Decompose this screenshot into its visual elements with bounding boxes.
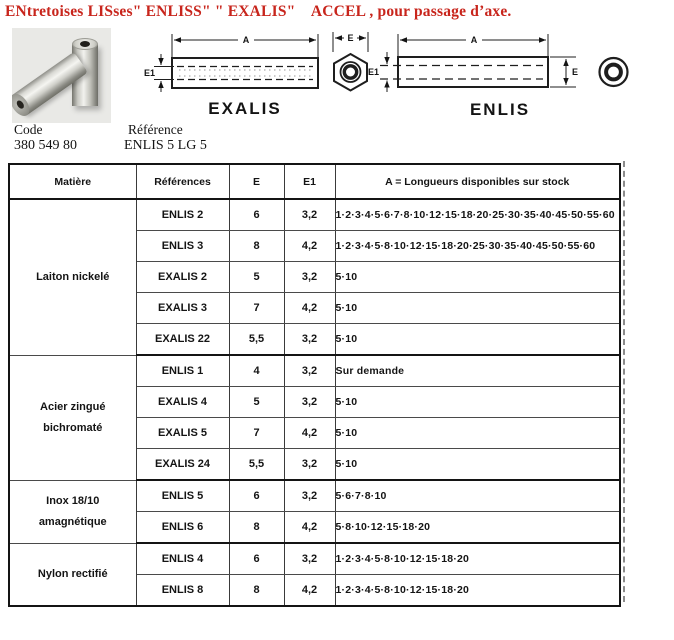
drawing-exalis <box>144 34 318 118</box>
drawing-enlis <box>368 34 628 119</box>
cell-reference: EXALIS 22 <box>136 324 229 356</box>
cell-lengths: 5·10 <box>335 262 620 293</box>
spacer-spec-table <box>8 163 621 607</box>
cell-e: 8 <box>229 575 284 607</box>
cell-e: 5 <box>229 262 284 293</box>
header-a: A = Longueurs disponibles sur stock <box>335 164 620 199</box>
cell-reference: EXALIS 4 <box>136 387 229 418</box>
cell-e: 6 <box>229 480 284 512</box>
cell-lengths: 5·10 <box>335 324 620 356</box>
cell-lengths: 5·10 <box>335 449 620 481</box>
cell-e: 4 <box>229 355 284 387</box>
cell-e: 8 <box>229 512 284 544</box>
cell-reference: ENLIS 8 <box>136 575 229 607</box>
cell-lengths: 5·10 <box>335 418 620 449</box>
cell-e: 5,5 <box>229 449 284 481</box>
cell-e1: 3,2 <box>284 355 335 387</box>
enlis-drawing-label: ENLIS <box>469 100 531 119</box>
table-row <box>9 480 620 512</box>
cell-e1: 4,2 <box>284 293 335 324</box>
product-photo <box>12 28 111 123</box>
cell-lengths: 5·10 <box>335 293 620 324</box>
cell-reference: EXALIS 24 <box>136 449 229 481</box>
cell-reference: ENLIS 1 <box>136 355 229 387</box>
cell-e: 8 <box>229 231 284 262</box>
cell-reference: ENLIS 6 <box>136 512 229 544</box>
hexagon-outline <box>334 54 367 91</box>
page-title: ENtretoises LISses" ENLISS" " EXALIS" ACCEL , pour passage d’axe. <box>5 3 512 20</box>
dimension-label-a: A <box>470 35 478 45</box>
cell-reference: ENLIS 4 <box>136 543 229 575</box>
drawing-exalis-end-view <box>333 32 368 91</box>
cell-reference: ENLIS 3 <box>136 231 229 262</box>
cell-e: 7 <box>229 293 284 324</box>
cell-e: 6 <box>229 199 284 231</box>
header-references: Références <box>136 164 229 199</box>
cell-e1: 3,2 <box>284 449 335 481</box>
material-label: amagnétique <box>38 516 107 528</box>
exalis-drawing-label: EXALIS <box>208 99 282 118</box>
material-label: Nylon rectifié <box>37 568 108 581</box>
table-row <box>9 543 620 575</box>
table-row <box>9 355 620 387</box>
material-label: Laiton nickelé <box>36 271 110 284</box>
cell-e: 5,5 <box>229 324 284 356</box>
technical-drawings <box>130 26 670 125</box>
table-row <box>9 199 620 231</box>
cell-e1: 4,2 <box>284 512 335 544</box>
spacer-hole <box>80 41 90 47</box>
cell-reference: ENLIS 5 <box>136 480 229 512</box>
cell-lengths: 1·2·3·4·5·8·10·12·15·18·20 <box>335 575 620 607</box>
dimension-label-e: E <box>572 67 579 77</box>
cell-e1: 4,2 <box>284 418 335 449</box>
code-value: 380 549 80 <box>14 138 77 153</box>
header-matiere: Matière <box>9 164 136 199</box>
cell-lengths: 1·2·3·4·5·8·10·12·15·18·20·25·30·35·40·45·50·55·60 <box>335 231 620 262</box>
cell-e: 7 <box>229 418 284 449</box>
cell-lengths: 5·10 <box>335 387 620 418</box>
cell-lengths: 5·8·10·12·15·18·20 <box>335 512 620 544</box>
dimension-label-a: A <box>242 35 250 45</box>
cell-e1: 3,2 <box>284 324 335 356</box>
cell-lengths: 1·2·3·4·5·6·7·8·10·12·15·18·20·25·30·35·40·45·50·55·60 <box>335 199 620 231</box>
dimension-label-e1: E1 <box>368 67 380 77</box>
cell-e1: 3,2 <box>284 199 335 231</box>
cell-reference: EXALIS 5 <box>136 418 229 449</box>
header-e1: E1 <box>284 164 335 199</box>
table-header-row <box>9 164 620 199</box>
code-label: Code <box>14 122 43 137</box>
page-edge-dashed-line <box>623 161 625 602</box>
cell-e: 6 <box>229 543 284 575</box>
header-e: E <box>229 164 284 199</box>
cell-e1: 3,2 <box>284 387 335 418</box>
cell-lengths: 1·2·3·4·5·8·10·12·15·18·20 <box>335 543 620 575</box>
cell-lengths: 5·6·7·8·10 <box>335 480 620 512</box>
reference-label: Référence <box>128 122 183 137</box>
cell-reference: EXALIS 3 <box>136 293 229 324</box>
material-cell <box>9 480 136 543</box>
material-label: Acier zingué <box>40 401 106 413</box>
cell-lengths: Sur demande <box>335 355 620 387</box>
cell-e1: 3,2 <box>284 480 335 512</box>
cell-e1: 3,2 <box>284 262 335 293</box>
cell-reference: EXALIS 2 <box>136 262 229 293</box>
cell-e1: 3,2 <box>284 543 335 575</box>
cell-e1: 4,2 <box>284 231 335 262</box>
material-label: bichromaté <box>43 422 103 434</box>
cell-reference: ENLIS 2 <box>136 199 229 231</box>
cell-e1: 4,2 <box>284 575 335 607</box>
material-cell <box>9 199 136 355</box>
dimension-label-e1: E1 <box>144 68 156 78</box>
cell-e: 5 <box>229 387 284 418</box>
material-label: Inox 18/10 <box>46 495 100 507</box>
material-cell <box>9 355 136 480</box>
dimension-label-e: E <box>347 33 354 43</box>
reference-value: ENLIS 5 LG 5 <box>124 138 207 153</box>
material-cell <box>9 543 136 606</box>
